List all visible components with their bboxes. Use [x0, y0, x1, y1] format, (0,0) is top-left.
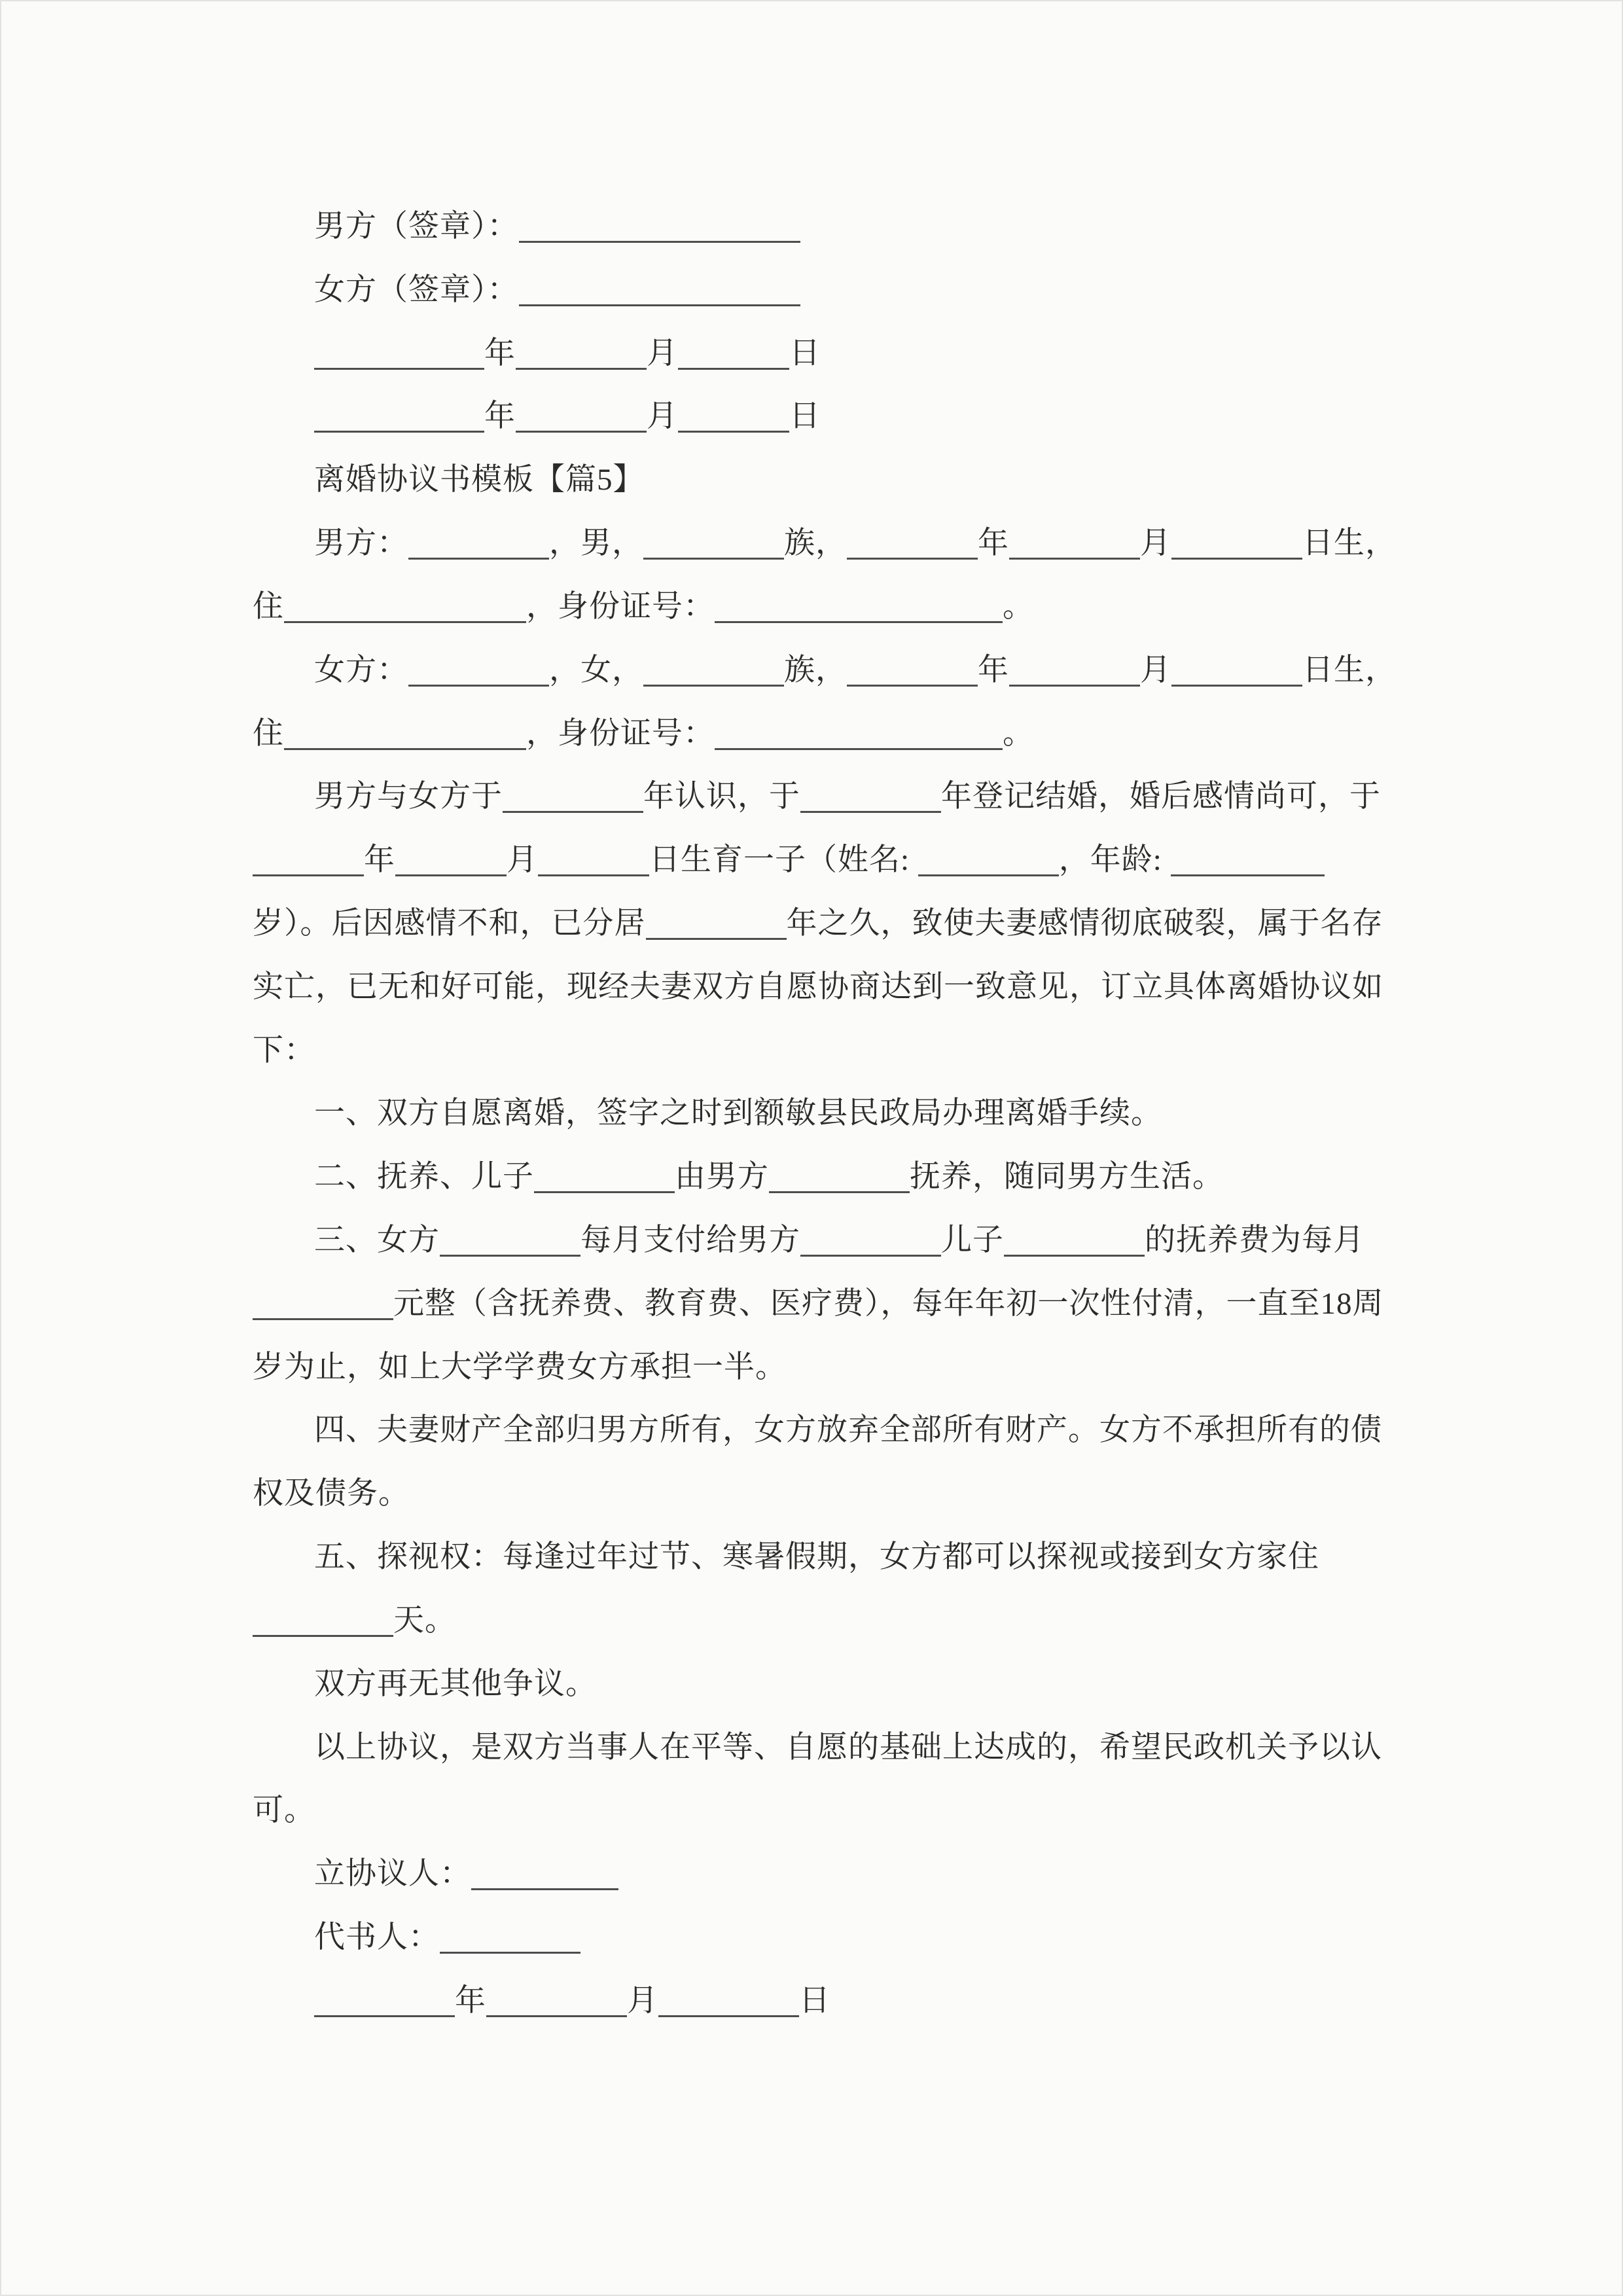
blank-fill-line — [519, 209, 800, 243]
clause-5 — [253, 1526, 1402, 1653]
blank-fill-line — [314, 1982, 455, 2017]
blank-fill-line — [284, 715, 526, 749]
closing-statement — [253, 1716, 1402, 1843]
husband-info — [253, 512, 1402, 639]
wife-signature-line — [253, 259, 1402, 322]
blank-fill-line — [534, 1159, 675, 1193]
clause-1 — [253, 1082, 1402, 1145]
text-run: 月 — [507, 843, 538, 878]
blank-fill-line — [678, 335, 789, 369]
blank-fill-line — [1004, 1223, 1145, 1257]
text-run: 抚养，随同男方生活。 — [910, 1160, 1224, 1194]
text-run: ，年龄: — [1058, 843, 1171, 878]
text-run: 一、双方自愿离婚，签字之时到额敏县民政局办理离婚手续。 — [314, 1096, 1162, 1131]
blank-fill-line — [678, 399, 789, 433]
blank-fill-line — [440, 1920, 580, 1954]
text-run: 的抚养费为每月 — [1145, 1223, 1364, 1257]
blank-fill-line — [715, 715, 1003, 749]
text-run: 年 — [455, 1983, 486, 2018]
text-run: 月 — [647, 336, 678, 370]
text-run: 岁）。后因感情不和，已分居 — [253, 906, 646, 941]
blank-fill-line — [769, 1159, 910, 1193]
marriage-history — [253, 765, 1402, 1082]
text-run: 儿子 — [941, 1223, 1004, 1257]
signature-date-line-2 — [253, 385, 1402, 448]
text-run: 日 — [799, 1983, 830, 2018]
text-run: ，男， — [549, 526, 643, 561]
text-run: 年 — [364, 843, 395, 878]
text-run: 年之久，致使夫妻感情彻底破裂，属于名存实亡，已无和好可能，现经夫妻双方自愿协商达到一致意见，订立具体离婚协议如下： — [253, 906, 1383, 1067]
text-run: 元整（含抚养费、教育费、医疗费），每年年初一次性付清，一直至18周岁为止，如上大学学费女方承担一半。 — [253, 1286, 1384, 1384]
blank-fill-line — [284, 589, 526, 623]
blank-fill-line — [253, 842, 364, 876]
blank-fill-line — [1009, 526, 1140, 560]
text-run: 由男方 — [675, 1160, 769, 1194]
blank-fill-line — [516, 399, 647, 433]
text-run: 代书人： — [314, 1920, 440, 1954]
text-run: 日 — [789, 399, 821, 434]
blank-fill-line — [715, 589, 1003, 623]
blank-fill-line — [1171, 842, 1325, 876]
text-run: 日生育一子（姓名: — [649, 843, 918, 878]
document-body — [253, 195, 1402, 2033]
text-run: 女方： — [314, 653, 408, 687]
blank-fill-line — [471, 1856, 618, 1890]
blank-fill-line — [918, 842, 1059, 876]
blank-fill-line — [314, 335, 484, 369]
blank-fill-line — [253, 1285, 393, 1319]
text-run: ，女， — [549, 653, 643, 687]
text-run: 年 — [484, 336, 516, 370]
signature-date-line-1 — [253, 322, 1402, 386]
clause-3 — [253, 1209, 1402, 1399]
clause-4 — [253, 1399, 1402, 1526]
agreement-maker-line — [253, 1842, 1402, 1906]
text-run: 离婚协议书模板【篇5】 — [314, 463, 645, 497]
text-run: 。 — [1003, 589, 1034, 624]
text-run: 立协议人： — [314, 1857, 471, 1892]
text-run: 双方再无其他争议。 — [314, 1666, 597, 1701]
blank-fill-line — [538, 842, 649, 876]
blank-fill-line — [440, 1223, 580, 1257]
blank-fill-line — [408, 526, 549, 560]
text-run: 以上协议，是双方当事人在平等、自愿的基础上达成的，希望民政机关予以认可。 — [253, 1730, 1382, 1828]
text-run: 月 — [647, 399, 678, 434]
text-run: 年认识，于 — [643, 780, 800, 814]
text-run: 族， — [784, 653, 847, 687]
text-run: 年 — [978, 526, 1009, 561]
text-run: 二、抚养、儿子 — [314, 1160, 534, 1194]
text-run: 五、探视权：每逢过年过节、寒暑假期，女方都可以探视或接到女方家住 — [314, 1540, 1319, 1575]
no-dispute-statement — [253, 1653, 1402, 1716]
husband-signature-line — [253, 195, 1402, 259]
text-run: 月 — [1140, 653, 1171, 687]
blank-fill-line — [847, 526, 978, 560]
blank-fill-line — [800, 1223, 941, 1257]
blank-fill-line — [408, 652, 549, 686]
text-run: ，身份证号： — [526, 716, 715, 751]
text-run: 女方（签章）： — [314, 272, 519, 307]
blank-fill-line — [516, 335, 647, 369]
text-run: 族， — [784, 526, 847, 561]
text-run: 男方（签章）： — [314, 209, 519, 243]
text-run: 日生，住 — [253, 653, 1397, 751]
text-run: 四、夫妻财产全部归男方所有，女方放弃全部所有财产。女方不承担所有的债权及债务。 — [253, 1413, 1382, 1511]
blank-fill-line — [1171, 526, 1302, 560]
blank-fill-line — [800, 779, 941, 813]
text-run: 年 — [978, 653, 1009, 687]
final-date-line — [253, 1969, 1402, 2033]
blank-fill-line — [1171, 652, 1302, 686]
text-run: 男方： — [314, 526, 408, 561]
scribe-line — [253, 1906, 1402, 1969]
blank-fill-line — [847, 652, 978, 686]
text-run: 。 — [1003, 716, 1034, 751]
text-run: 三、女方 — [314, 1223, 440, 1257]
text-run: 月 — [1140, 526, 1171, 561]
text-run: 年 — [484, 399, 516, 434]
text-run: 日生，住 — [253, 526, 1397, 624]
blank-fill-line — [643, 652, 784, 686]
blank-fill-line — [395, 842, 507, 876]
text-run: 年登记结婚，婚后感情尚可，于 — [941, 780, 1381, 814]
blank-fill-line — [253, 1603, 393, 1637]
text-run: 天。 — [393, 1603, 456, 1638]
section-title — [253, 448, 1402, 512]
text-run: 男方与女方于 — [314, 780, 503, 814]
blank-fill-line — [519, 272, 800, 306]
wife-info — [253, 639, 1402, 766]
clause-2 — [253, 1145, 1402, 1209]
blank-fill-line — [658, 1982, 799, 2017]
text-run: 月 — [627, 1983, 658, 2018]
blank-fill-line — [486, 1982, 627, 2017]
blank-fill-line — [503, 779, 643, 813]
blank-fill-line — [646, 906, 787, 940]
text-run: 日 — [789, 336, 821, 370]
blank-fill-line — [1009, 652, 1140, 686]
blank-fill-line — [643, 526, 784, 560]
blank-fill-line — [314, 399, 484, 433]
text-run: ，身份证号： — [526, 589, 715, 624]
text-run: 每月支付给男方 — [580, 1223, 800, 1257]
